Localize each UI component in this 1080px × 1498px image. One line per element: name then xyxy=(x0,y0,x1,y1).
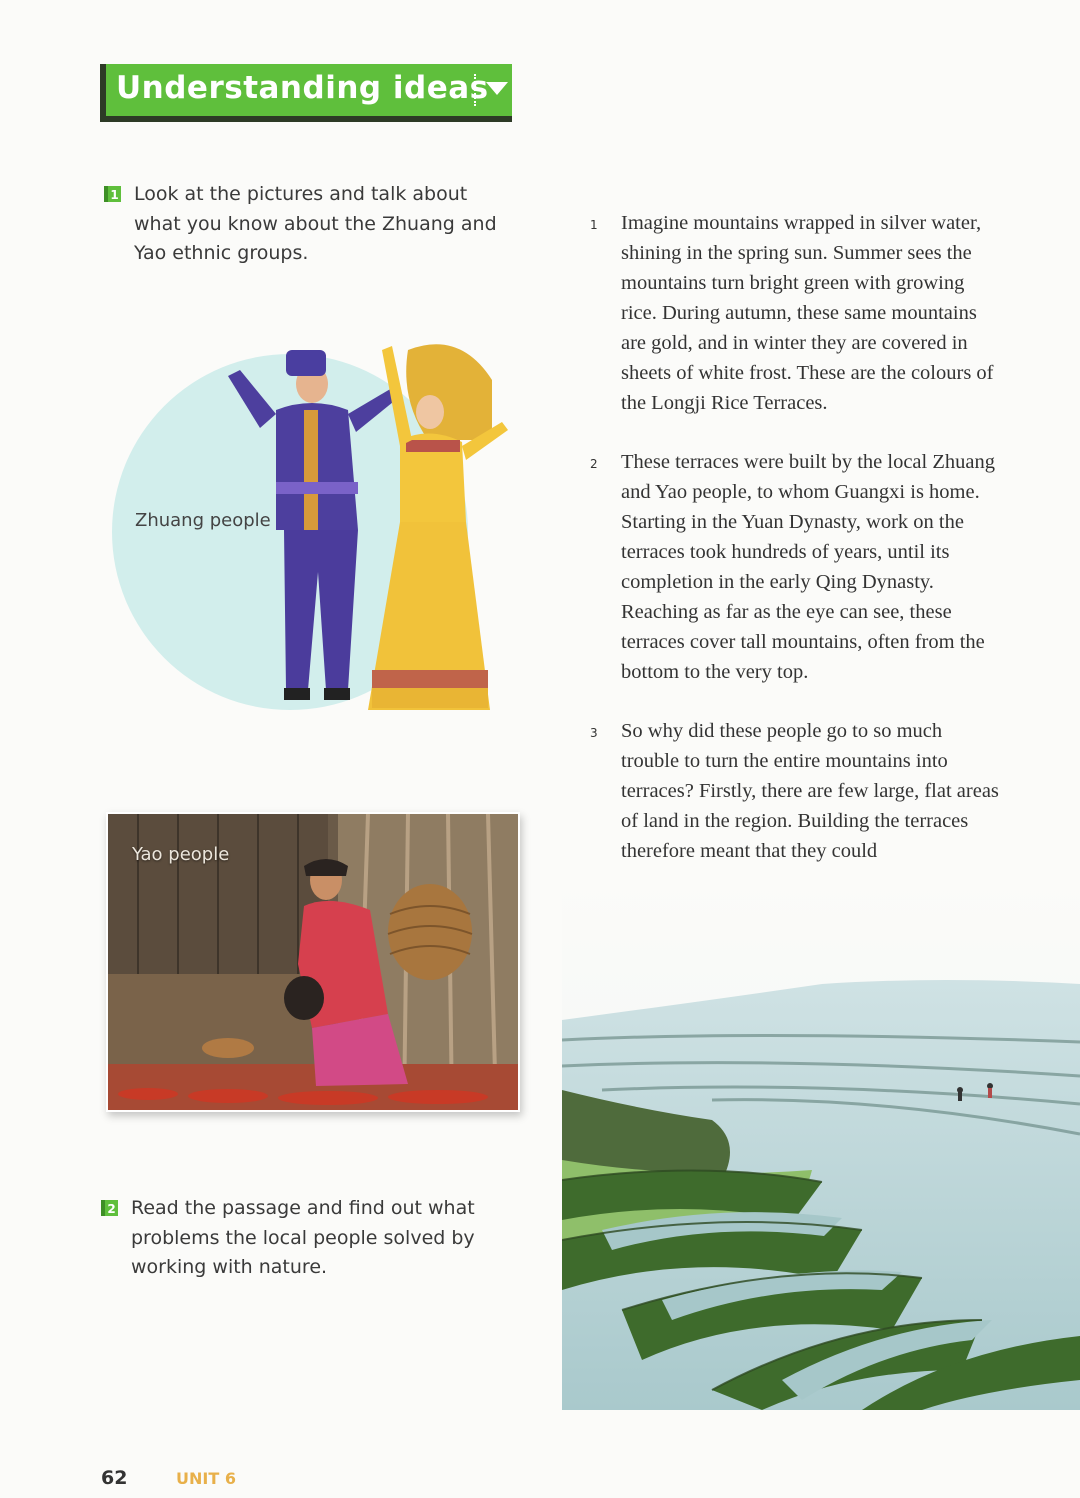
paragraph-2-number: 2 xyxy=(590,457,598,471)
task-1-number: 1 xyxy=(110,188,119,202)
unit-label: UNIT 6 xyxy=(176,1469,236,1488)
paragraph-1-text: Imagine mountains wrapped in silver water, shining in the spring sun. Summer sees the mountains turn bright green with growing rice. During autumn, these same mountains are gold, and in winter they are covered in sheets of white frost. These are the colours of the Longji Rice Terraces. xyxy=(621,212,994,414)
chevron-down-icon[interactable] xyxy=(486,82,508,95)
paragraph-3-number: 3 xyxy=(590,726,598,740)
reading-paragraph-1 xyxy=(590,208,1000,418)
paragraph-2-text: These terraces were built by the local Zhuang and Yao people, to whom Guangxi is home. Starting in the Yuan Dynasty, work on the terraces took hundreds of years, until its completion in the early Qing Dynasty. Reaching as far as the eye can see, these terraces cover tall mountains, often from the bottom to the very top. xyxy=(621,451,995,683)
task-2-text: Read the passage and find out what problems the local people solved by working with nature. xyxy=(131,1197,475,1278)
reading-paragraph-3 xyxy=(590,716,1000,866)
numbered-book-icon xyxy=(101,1199,119,1217)
reading-paragraph-2 xyxy=(590,447,1000,687)
yao-photo-frame xyxy=(106,812,520,1112)
yao-caption: Yao people xyxy=(132,844,230,865)
task-2 xyxy=(101,1194,501,1283)
section-header xyxy=(100,64,512,122)
paragraph-3-text: So why did these people go to so much trouble to turn the entire mountains into terraces? Firstly, there are few large, flat areas of land in the region. Building the terraces therefore meant that they could xyxy=(621,720,999,862)
paragraph-1-number: 1 xyxy=(590,218,598,232)
task-2-number: 2 xyxy=(107,1202,116,1216)
section-title: Understanding ideas xyxy=(116,70,489,106)
header-divider xyxy=(474,74,476,106)
task-1 xyxy=(104,180,514,269)
rice-terraces-photo xyxy=(562,880,1080,1410)
zhuang-caption: Zhuang people xyxy=(135,510,271,531)
task-1-text: Look at the pictures and talk about what you know about the Zhuang and Yao ethnic groups. xyxy=(134,183,497,264)
zhuang-illustration xyxy=(100,310,540,730)
section-header-bar xyxy=(106,64,512,116)
numbered-book-icon xyxy=(104,185,122,203)
page-number: 62 xyxy=(101,1467,128,1489)
